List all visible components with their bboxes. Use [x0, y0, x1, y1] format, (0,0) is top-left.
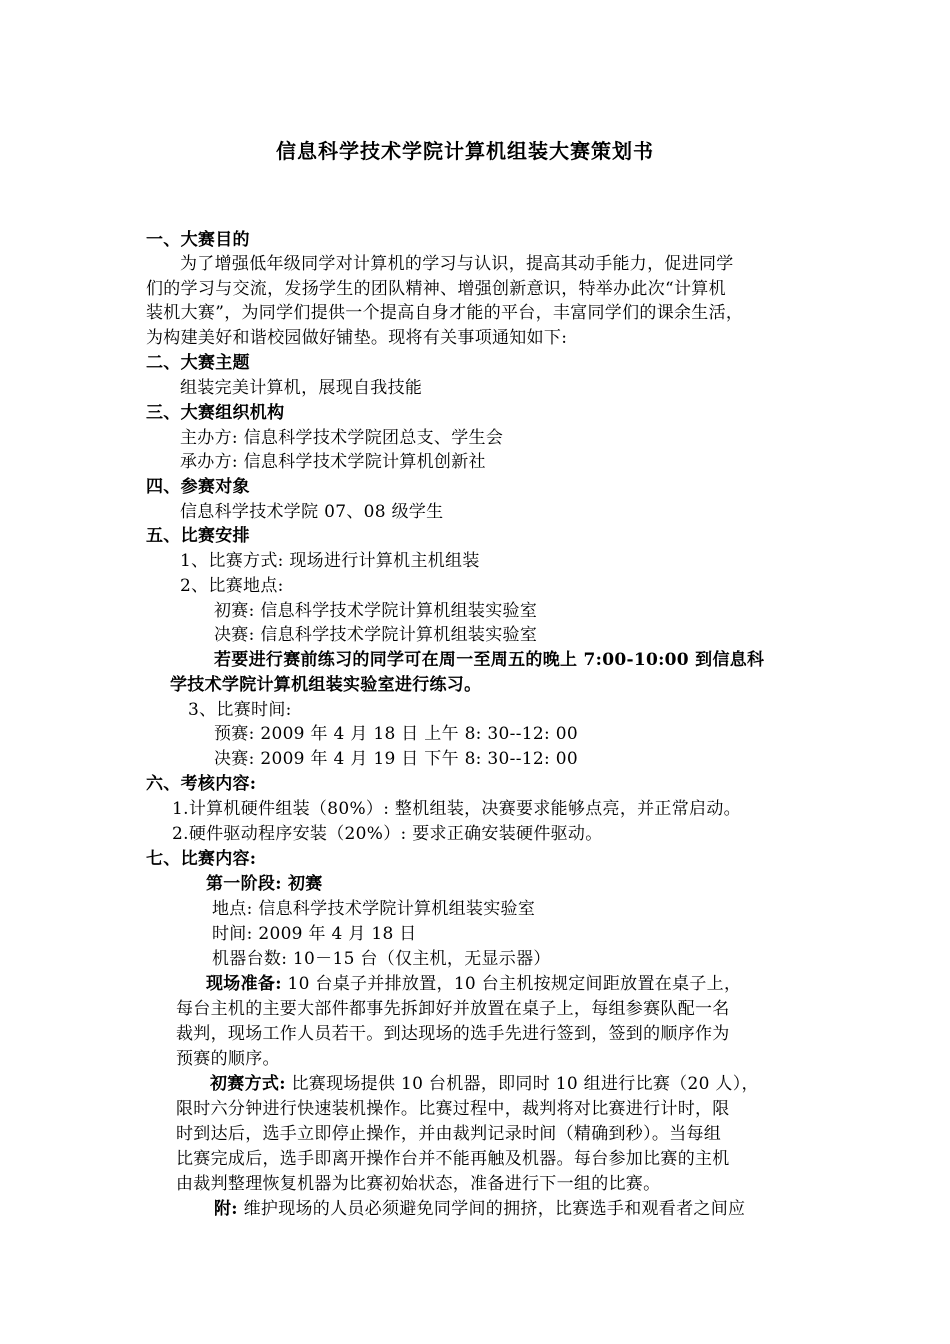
note-paragraph-line: [214, 1197, 745, 1221]
stage-1-machines: 机器台数: 10－15 台（仅主机，无显示器）: [212, 949, 551, 969]
final-venue-line: 决赛: 信息科学技术学院计算机组装实验室: [214, 625, 538, 645]
host-line: 主办方: 信息科学技术学院团总支、学生会: [180, 428, 504, 448]
section-1-line: 装机大赛”，为同学们提供一个提高自身才能的平台，丰富同学们的课余生活，: [146, 303, 744, 323]
competition-mode-item: 1、比赛方式: 现场进行计算机主机组装: [180, 551, 480, 571]
competition-venue-item: 2、比赛地点:: [180, 576, 284, 596]
section-4-heading: 四、参赛对象: [146, 477, 250, 497]
mode-text: 比赛现场提供 10 台机器，即同时 10 组进行比赛（20 人），: [285, 1074, 759, 1094]
prep-paragraph-line: 预赛的顺序。: [176, 1049, 280, 1069]
practice-notice-line: 若要进行赛前练习的同学可在周一至周五的晚上 7:00-10:00 到信息科: [214, 650, 765, 670]
practice-notice-line: 学技术学院计算机组装实验室进行练习。: [170, 675, 482, 695]
section-7-heading: 七、比赛内容:: [146, 849, 257, 869]
section-2-heading: 二、大赛主题: [146, 353, 250, 373]
stage-1-heading: 第一阶段: 初赛: [206, 874, 323, 894]
mode-paragraph-line: 比赛完成后，选手即离开操作台并不能再触及机器。每台参加比赛的主机: [176, 1149, 730, 1169]
prep-paragraph-line: 每台主机的主要大部件都事先拆卸好并放置在桌子上，每组参赛队配一名: [176, 999, 730, 1019]
prep-text: 10 台桌子并排放置，10 台主机按规定间距放置在桌子上，: [281, 974, 742, 994]
assessment-item: 1.计算机硬件组装（80%）: 整机组装，决赛要求能够点亮，并正常启动。: [172, 799, 741, 819]
stage-1-place: 地点: 信息科学技术学院计算机组装实验室: [212, 899, 536, 919]
competition-time-item: 3、比赛时间:: [188, 700, 292, 720]
organizer-line: 承办方: 信息科学技术学院计算机创新社: [180, 452, 486, 472]
note-text: 维护现场的人员必须避免同学间的拥挤，比赛选手和观看者之间应: [237, 1199, 746, 1219]
mode-paragraph-line: 限时六分钟进行快速装机操作。比赛过程中，裁判将对比赛进行计时，限: [176, 1099, 730, 1119]
section-2-theme: 组装完美计算机，展现自我技能: [180, 378, 423, 398]
section-1-line: 为了增强低年级同学对计算机的学习与认识，提高其动手能力，促进同学: [180, 254, 734, 274]
note-label: 附:: [214, 1199, 238, 1219]
stage-1-time: 时间: 2009 年 4 月 18 日: [212, 924, 417, 944]
document-title: 信息科学技术学院计算机组装大赛策划书: [276, 139, 654, 163]
prep-paragraph-line: [206, 972, 741, 996]
participants-line: 信息科学技术学院 07、08 级学生: [180, 502, 444, 522]
section-1-line: 们的学习与交流，发扬学生的团队精神、增强创新意识，特举办此次“计算机: [146, 279, 726, 299]
mode-paragraph-line: 由裁判整理恢复机器为比赛初始状态，准备进行下一组的比赛。: [176, 1174, 661, 1194]
prep-label: 现场准备:: [206, 974, 282, 994]
section-6-heading: 六、考核内容:: [146, 774, 257, 794]
section-3-heading: 三、大赛组织机构: [146, 403, 285, 423]
mode-paragraph-line: 时到达后，选手立即停止操作，并由裁判记录时间（精确到秒）。当每组: [176, 1124, 722, 1144]
final-time-line: 决赛: 2009 年 4 月 19 日 下午 8: 30--12: 00: [214, 749, 578, 769]
prelim-venue-line: 初赛: 信息科学技术学院计算机组装实验室: [214, 601, 538, 621]
section-1-heading: 一、大赛目的: [146, 230, 250, 250]
prep-paragraph-line: 裁判，现场工作人员若干。到达现场的选手先进行签到，签到的顺序作为: [176, 1024, 730, 1044]
assessment-item: 2.硬件驱动程序安装（20%）: 要求正确安装硬件驱动。: [172, 824, 603, 844]
prelim-time-line: 预赛: 2009 年 4 月 18 日 上午 8: 30--12: 00: [214, 724, 578, 744]
section-1-line: 为构建美好和谐校园做好铺垫。现将有关事项通知如下:: [146, 328, 568, 348]
mode-label: 初赛方式:: [210, 1074, 286, 1094]
section-5-heading: 五、比赛安排: [146, 526, 250, 546]
mode-paragraph-line: [210, 1072, 759, 1096]
